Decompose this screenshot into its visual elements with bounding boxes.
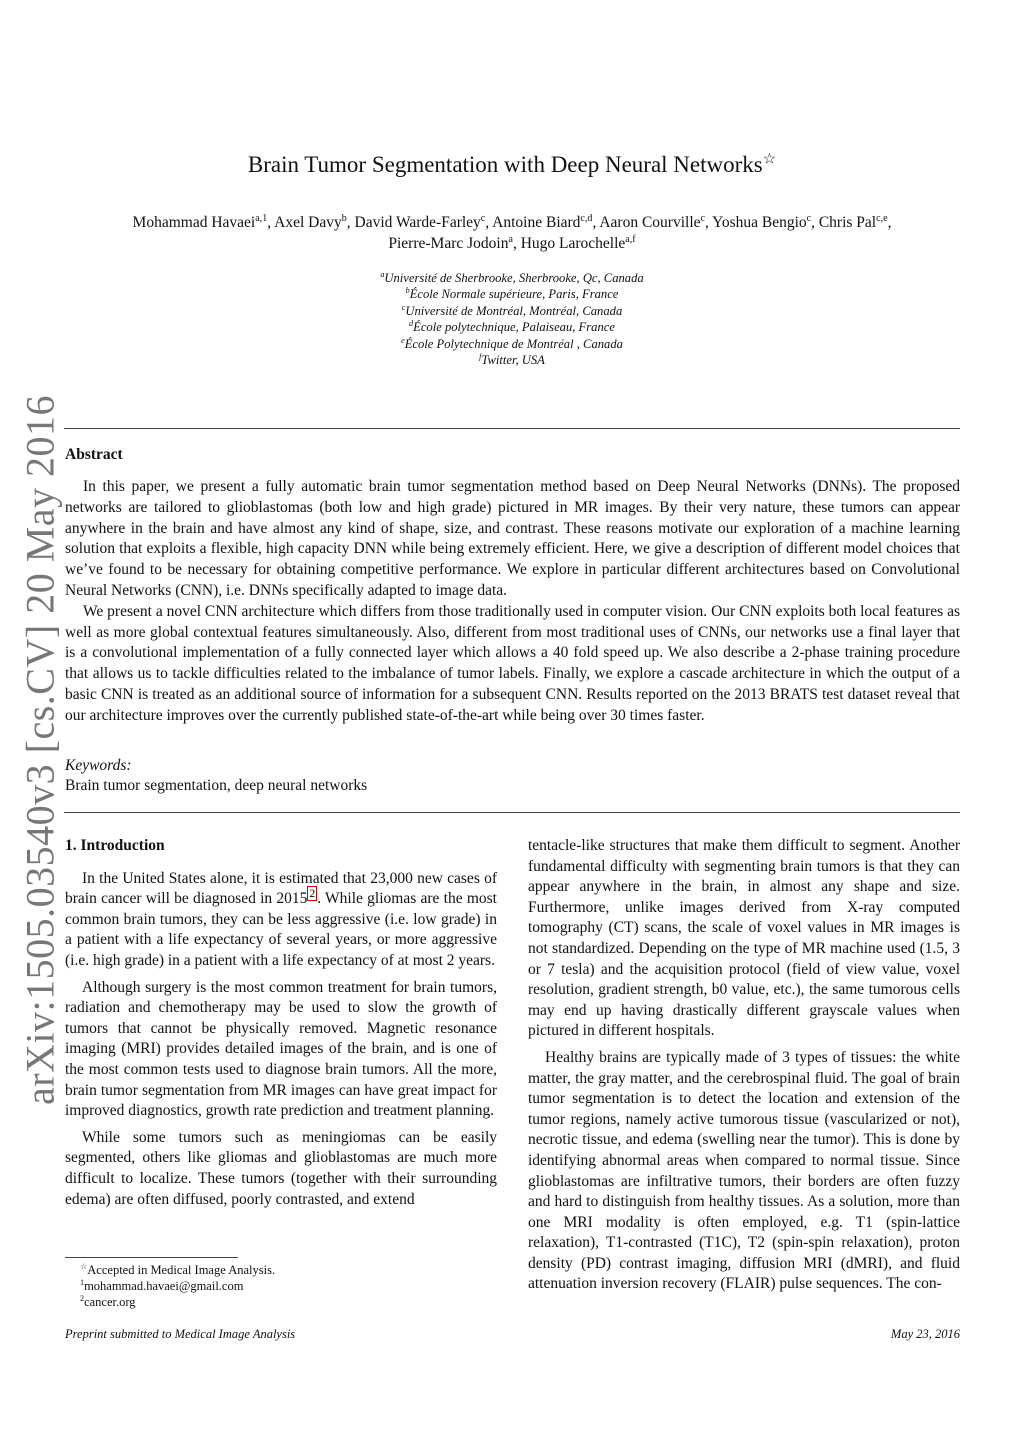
author-name: Chris Pal	[818, 214, 877, 231]
body-paragraph: Although surgery is the most common treatment for brain tumors, radiation and chemotherapy may be used to slow the growth of tumors that cannot be physically removed. Magnetic resonance imaging (MRI) provides detailed images of the brain, and is one of the most common tests used to diagnose brain tumors. All the more, brain tumor segmentation from MR images can have great impact for improved diagnostics, growth rate prediction and treatment planning.	[65, 978, 497, 1120]
abstract-body	[65, 477, 960, 727]
left-column	[65, 836, 497, 1216]
affiliation: $^e$École Polytechnique de Montréal , Canada	[401, 335, 623, 351]
affiliation: $^a$Université de Sherbrooke, Sherbrooke, Qc, Canada	[380, 269, 644, 285]
body-paragraph: While some tumors such as meningiomas can be easily segmented, others like gliomas and glioblastomas are much more difficult to localize. These tumors (together with their surrounding edema) are often diffused, poorly contrasted, and extend	[65, 1128, 497, 1208]
author-name: Hugo Larochelle	[520, 235, 626, 252]
author-name: Axel Davy	[274, 214, 342, 231]
affiliation: $^b$École Normale supérieure, Paris, France	[405, 286, 619, 302]
body-paragraph: tentacle-like structures that make them difficult to segment. Another fundamental difficulty with segmenting brain tumors is that they can appear anywhere in the brain, in almost any shape and size. Furthermore, unlike images derived from X-ray computed tomography (CT) scans, the scale of voxel values in MR images is not standardized. Depending on the type of MR machine used (1.5, 3 or 7 tesla) and the acquisition protocol (field of view value, voxel resolution, gradient strength, b0 value, etc.), the same tumorous cells may end up having drastically different grayscale values when pictured in different hospitals.	[528, 837, 960, 1040]
affiliation-list	[0, 270, 1024, 368]
footer-date: May 23, 2016	[890, 1327, 960, 1341]
author-affil-mark: c	[480, 212, 486, 224]
footnote-link[interactable]: 2	[309, 887, 316, 901]
keywords-text: Brain tumor segmentation, deep neural networks	[65, 777, 368, 794]
affiliation: $^f$Twitter, USA	[479, 351, 545, 368]
author-name: Antoine Biard	[492, 214, 581, 231]
body-paragraph: Healthy brains are typically made of 3 types of tissues: the white matter, the gray matter, and the cerebrospinal fluid. The goal of brain tumor segmentation is to detect the location and extension of the tumor regions, namely active tumorous tissue (vascularized or not), necrotic tissue, and edema (swelling near the tumor). This is done by identifying abnormal areas when compared to normal tissue. Since glioblastomas are infiltrative tumors, their borders are often fuzzy and hard to distinguish from healthy tissues. As a solution, more than one MRI modality is often employed, e.g. T1 (spin-lattice relaxation), T1-contrasted (T1C), T2 (spin-spin relaxation), proton density (PD) contrast imaging, diffusion MRI (dMRI), and fluid attenuation inversion recovery (FLAIR) pulse sequences. The con-	[528, 1048, 960, 1293]
author-affil-mark: c,e	[876, 212, 888, 224]
author-affil-mark: a	[508, 233, 513, 245]
footnotes	[80, 1262, 275, 1310]
author-affil-mark: c,d	[580, 212, 593, 224]
paper-title: Brain Tumor Segmentation with Deep Neural Networks☆	[247, 151, 777, 177]
author-name: Yoshua Bengio	[712, 214, 807, 231]
author-affil-mark: a,f	[625, 233, 636, 245]
author-affil-mark: a,1	[255, 212, 268, 224]
page-footer	[65, 1327, 960, 1342]
keywords-label: Keywords:	[65, 757, 132, 774]
keywords	[65, 756, 367, 796]
footnote: $^2$cancer.org	[80, 1293, 136, 1309]
footnote-divider	[65, 1257, 238, 1258]
author-affil-mark: c	[700, 212, 705, 224]
author-name: Pierre-Marc Jodoin	[388, 235, 509, 252]
abstract-paragraph: In this paper, we present a fully automatic brain tumor segmentation method based on Deep Neural Networks (DNNs). The proposed networks are tailored to glioblastomas (both low and high grade) pictured in MR images. By their very nature, these tumors can appear anywhere in the brain and have almost any kind of shape, size, and contrast. These reasons motivate our exploration of a machine learning solution that exploits a flexible, high capacity DNN while being extremely efficient. Here, we give a description of different model choices that we’ve found to be necessary for obtaining competitive performance. We explore in particular different architectures based on Convolutional Neural Networks (CNN), i.e. DNNs specifically adapted to image data.	[65, 478, 960, 599]
footnote: $^1$mohammad.havaei@gmail.com	[80, 1277, 244, 1293]
abstract-paragraph: We present a novel CNN architecture which differs from those traditionally used in computer vision. Our CNN exploits both local features as well as more global contextual features simultaneously. Also, different from most traditional uses of CNNs, our networks use a final layer that is a convolutional implementation of a fully connected layer which allows a 40 fold speed up. We also describe a 2-phase training procedure that allows us to tackle difficulties related to the imbalance of tumor labels. Finally, we explore a cascade architecture in which the output of a basic CNN is treated as an additional source of information for a subsequent CNN. Results reported on the 2013 BRATS test dataset reveal that our architecture improves over the currently published state-of-the-art while being over 30 times faster.	[65, 602, 960, 724]
author-affil-mark: b	[341, 212, 347, 224]
author-affil-mark: c	[806, 212, 812, 224]
affiliation: $^c$Université de Montréal, Montréal, Canada	[401, 302, 623, 318]
body-paragraph: In the United States alone, it is estimated that 23,000 new cases of brain cancer will be diagnosed in 2015 $^2$ . While gliomas are the most common brain tumors, they can be less aggressive (i.e. low grade) in a patient with a life expectancy of several years, or more aggressive (i.e. high grade) in a patient with a life expectancy of at most 2 years.	[65, 869, 497, 969]
top-divider	[64, 428, 960, 429]
author-name: David Warde-Farley	[354, 214, 481, 231]
section-heading: 1. Introduction	[65, 837, 165, 854]
affiliation: $^d$École polytechnique, Palaiseau, France	[409, 319, 615, 335]
author-list: Mohammad Havaei$^{a,1}$, Axel Davy$^b$, David Warde-Farley$^c$, Antoine Biard$^{c,d}$, Aaron Courville$^c$, Yoshua Bengio$^c$, Chris Pal$^{c,e}$, Pierre-Marc Jodoin$^a$, Hugo Larochelle$^{a,f}$	[132, 212, 892, 252]
title-star-mark: ☆	[762, 151, 777, 168]
author-name: Mohammad Havaei	[132, 214, 256, 231]
arxiv-sidebar	[14, 394, 66, 1106]
footnote: ☆Accepted in Medical Image Analysis.	[80, 1261, 276, 1277]
bottom-divider	[64, 812, 960, 813]
arxiv-id: arXiv:1505.03540v3 [cs.CV] 20 May 2016	[17, 394, 63, 1106]
footer-journal: Preprint submitted to Medical Image Analysis	[65, 1327, 296, 1341]
right-column	[528, 836, 960, 1301]
author-name: Aaron Courville	[599, 214, 701, 231]
abstract-heading: Abstract	[65, 446, 123, 463]
